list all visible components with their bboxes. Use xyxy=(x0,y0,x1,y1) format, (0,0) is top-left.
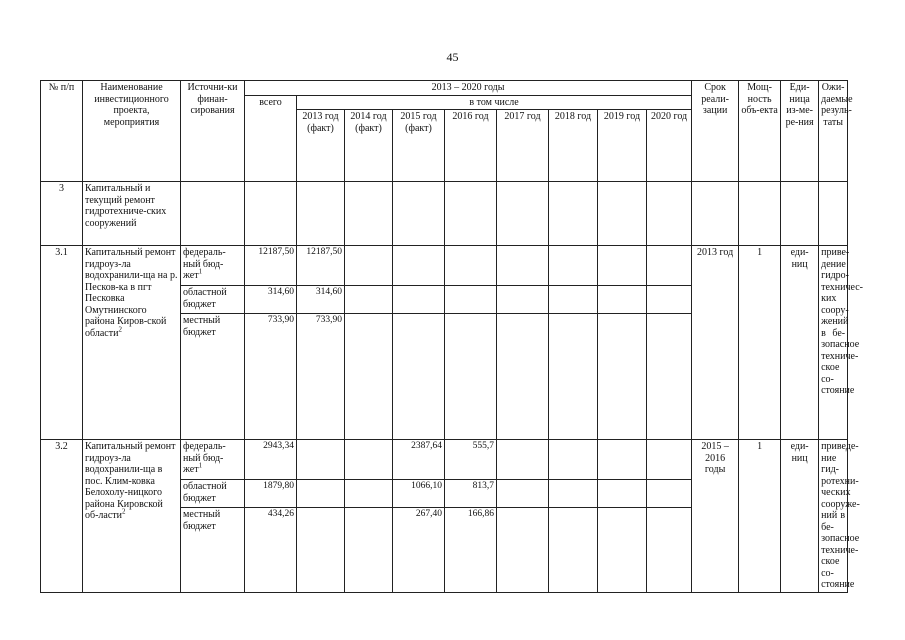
value-2016: 166,86 xyxy=(445,508,497,592)
value-2016 xyxy=(445,246,497,286)
source-name: федераль-ный бюд-жет$^1$ xyxy=(181,440,245,480)
value-2016 xyxy=(445,286,497,314)
source-name: местный бюджет xyxy=(181,508,245,592)
value-2013 xyxy=(297,480,345,508)
value-2015 xyxy=(393,286,445,314)
header-year-2018: 2018 год xyxy=(549,110,598,182)
value-2015: 2387,64 xyxy=(393,440,445,480)
investment-table xyxy=(40,80,863,593)
total-value: 2943,34 xyxy=(245,440,297,480)
table-row xyxy=(41,440,848,480)
project-name: Капитальный ремонт гидроуз-ла водохранили-ща в пос. Клим-ковка Белохолу-ницкого района Кировской об-ласти$^2$ xyxy=(83,440,181,593)
total-value: 1879,80 xyxy=(245,480,297,508)
header-term: Срок реали-зации xyxy=(692,81,739,182)
table-row xyxy=(41,246,848,286)
total-value: 314,60 xyxy=(245,286,297,314)
capacity: 1 xyxy=(739,440,781,593)
source-name: федераль-ный бюд-жет$^1$ xyxy=(181,246,245,286)
total-value: 733,90 xyxy=(245,314,297,440)
row-num: 3.2 xyxy=(41,440,83,593)
section-name: Капитальный и текущий ремонт гидротехниче-ских сооружений xyxy=(83,182,181,246)
header-period: 2013 – 2020 годы xyxy=(245,81,692,96)
value-2016: 813,7 xyxy=(445,480,497,508)
header-num: № п/п xyxy=(41,81,83,182)
header-year-2014: 2014 год (факт) xyxy=(345,110,393,182)
value-2015: 1066,10 xyxy=(393,480,445,508)
value-2015 xyxy=(393,246,445,286)
header-results: Ожи-даемые резуль-таты xyxy=(819,81,848,182)
value-2013: 314,60 xyxy=(297,286,345,314)
header-including: в том числе xyxy=(297,95,692,110)
value-2013: 12187,50 xyxy=(297,246,345,286)
row-num: 3.1 xyxy=(41,246,83,440)
value-2015: 267,40 xyxy=(393,508,445,592)
page-number: 45 xyxy=(446,50,459,64)
header-source: Источни-ки финан-сирования xyxy=(181,81,245,182)
value-2013 xyxy=(297,440,345,480)
header-total: всего xyxy=(245,95,297,182)
result: приведе-ние гид-ротехни-ческих сооруже-ний в бе-зопасное техниче-ское со-стояние xyxy=(819,440,848,593)
term: 2013 год xyxy=(692,246,739,440)
value-2016: 555,7 xyxy=(445,440,497,480)
header-year-2020: 2020 год xyxy=(647,110,692,182)
value-2015 xyxy=(393,314,445,440)
value-2013 xyxy=(297,508,345,592)
term: 2015 – 2016 годы xyxy=(692,440,739,593)
unit: еди-ниц xyxy=(781,440,819,593)
value-2016 xyxy=(445,314,497,440)
header-year-2017: 2017 год xyxy=(497,110,549,182)
value-2013: 733,90 xyxy=(297,314,345,440)
header-year-2013: 2013 год (факт) xyxy=(297,110,345,182)
result: приве-дение гидро-техничес-ких соору-жений в бе-зопасное техниче-ское со-стояние xyxy=(819,246,848,440)
unit: еди-ниц xyxy=(781,246,819,440)
source-name: областной бюджет xyxy=(181,480,245,508)
total-value: 434,26 xyxy=(245,508,297,592)
source-name: местный бюджет xyxy=(181,314,245,440)
project-name: Капитальный ремонт гидроуз-ла водохранили-ща на р. Песков-ка в пгт Песковка Омутнинского района Киров-ской области$^2$ xyxy=(83,246,181,440)
source-name: областной бюджет xyxy=(181,286,245,314)
header-unit: Еди-ница из-ме-ре-ния xyxy=(781,81,819,182)
capacity: 1 xyxy=(739,246,781,440)
header-name: Наименование инвестиционного проекта, мероприятия xyxy=(83,81,181,182)
total-value: 12187,50 xyxy=(245,246,297,286)
header-year-2015: 2015 год (факт) xyxy=(393,110,445,182)
section-num: 3 xyxy=(41,182,83,246)
header-year-2019: 2019 год xyxy=(598,110,647,182)
header-capacity: Мощ-ность объ-екта xyxy=(739,81,781,182)
table-row xyxy=(41,182,848,246)
header-year-2016: 2016 год xyxy=(445,110,497,182)
